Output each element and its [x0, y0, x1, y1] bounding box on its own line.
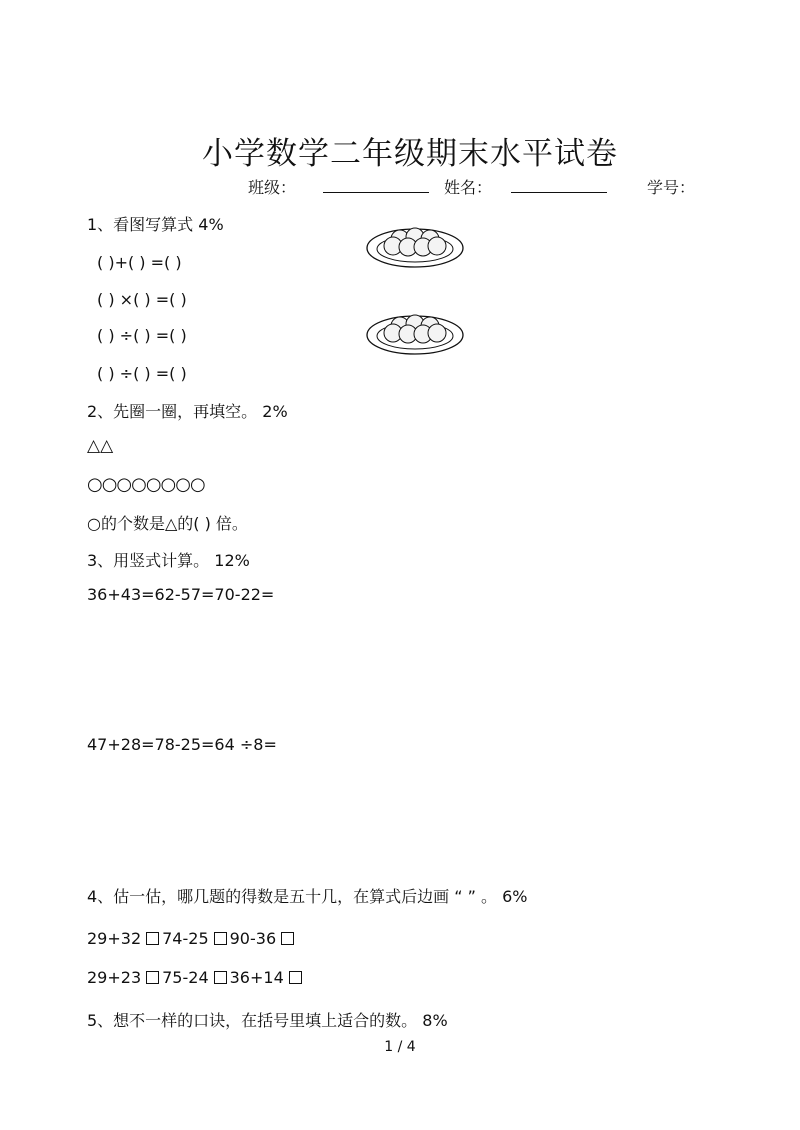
class-field: [248, 175, 429, 198]
q4-expr: 74-25: [162, 929, 209, 948]
q1-row-1: ( )+( ) =( ): [97, 253, 182, 272]
answer-box: [281, 932, 294, 945]
q4-expr: 29+23: [87, 968, 142, 987]
q4-expr: 90-36: [229, 929, 277, 948]
class-blank: [323, 178, 429, 193]
q2-triangles: △△: [87, 436, 114, 456]
fruit-plate-image: [364, 221, 466, 271]
q4-row-2: [87, 968, 302, 987]
page-number: 1 / 4: [384, 1039, 416, 1055]
q4-expr: 75-24: [162, 968, 209, 987]
answer-box: [146, 971, 159, 984]
answer-box: [214, 932, 227, 945]
q4-heading: 4、估一估，哪几题的得数是五十几，在算式后边画 “ ” 。 6%: [87, 887, 528, 906]
q1-row-2: ( ) ×( ) =( ): [97, 290, 187, 309]
student-id-label: 学号：: [647, 178, 696, 197]
name-blank: [511, 178, 607, 193]
name-label: 姓名：: [444, 178, 493, 197]
q2-circles: ○○○○○○○○: [87, 474, 205, 495]
q3-row-2: 47+28=78-25=64 ÷8=: [87, 735, 277, 754]
answer-box: [214, 971, 227, 984]
page-title: 小学数学二年级期末水平试卷: [202, 136, 618, 172]
q1-row-3: ( ) ÷( ) =( ): [97, 326, 187, 345]
q2-fill-blank: ○的个数是△的( ) 倍。: [87, 514, 248, 533]
q1-heading: 1、看图写算式 4%: [87, 215, 224, 234]
fruit-plate-image: [364, 308, 466, 358]
q2-heading: 2、先圈一圈，再填空。 2%: [87, 402, 288, 421]
name-field: [444, 175, 607, 198]
q5-heading: 5、想不一样的口诀，在括号里填上适合的数。 8%: [87, 1011, 448, 1030]
answer-box: [146, 932, 159, 945]
q1-row-4: ( ) ÷( ) =( ): [97, 364, 187, 383]
q3-heading: 3、用竖式计算。 12%: [87, 551, 250, 570]
q4-expr: 29+32: [87, 929, 142, 948]
answer-box: [289, 971, 302, 984]
class-label: 班级：: [248, 178, 297, 197]
q3-row-1: 36+43=62-57=70-22=: [87, 585, 275, 604]
q4-expr: 36+14: [229, 968, 284, 987]
q4-row-1: [87, 929, 294, 948]
